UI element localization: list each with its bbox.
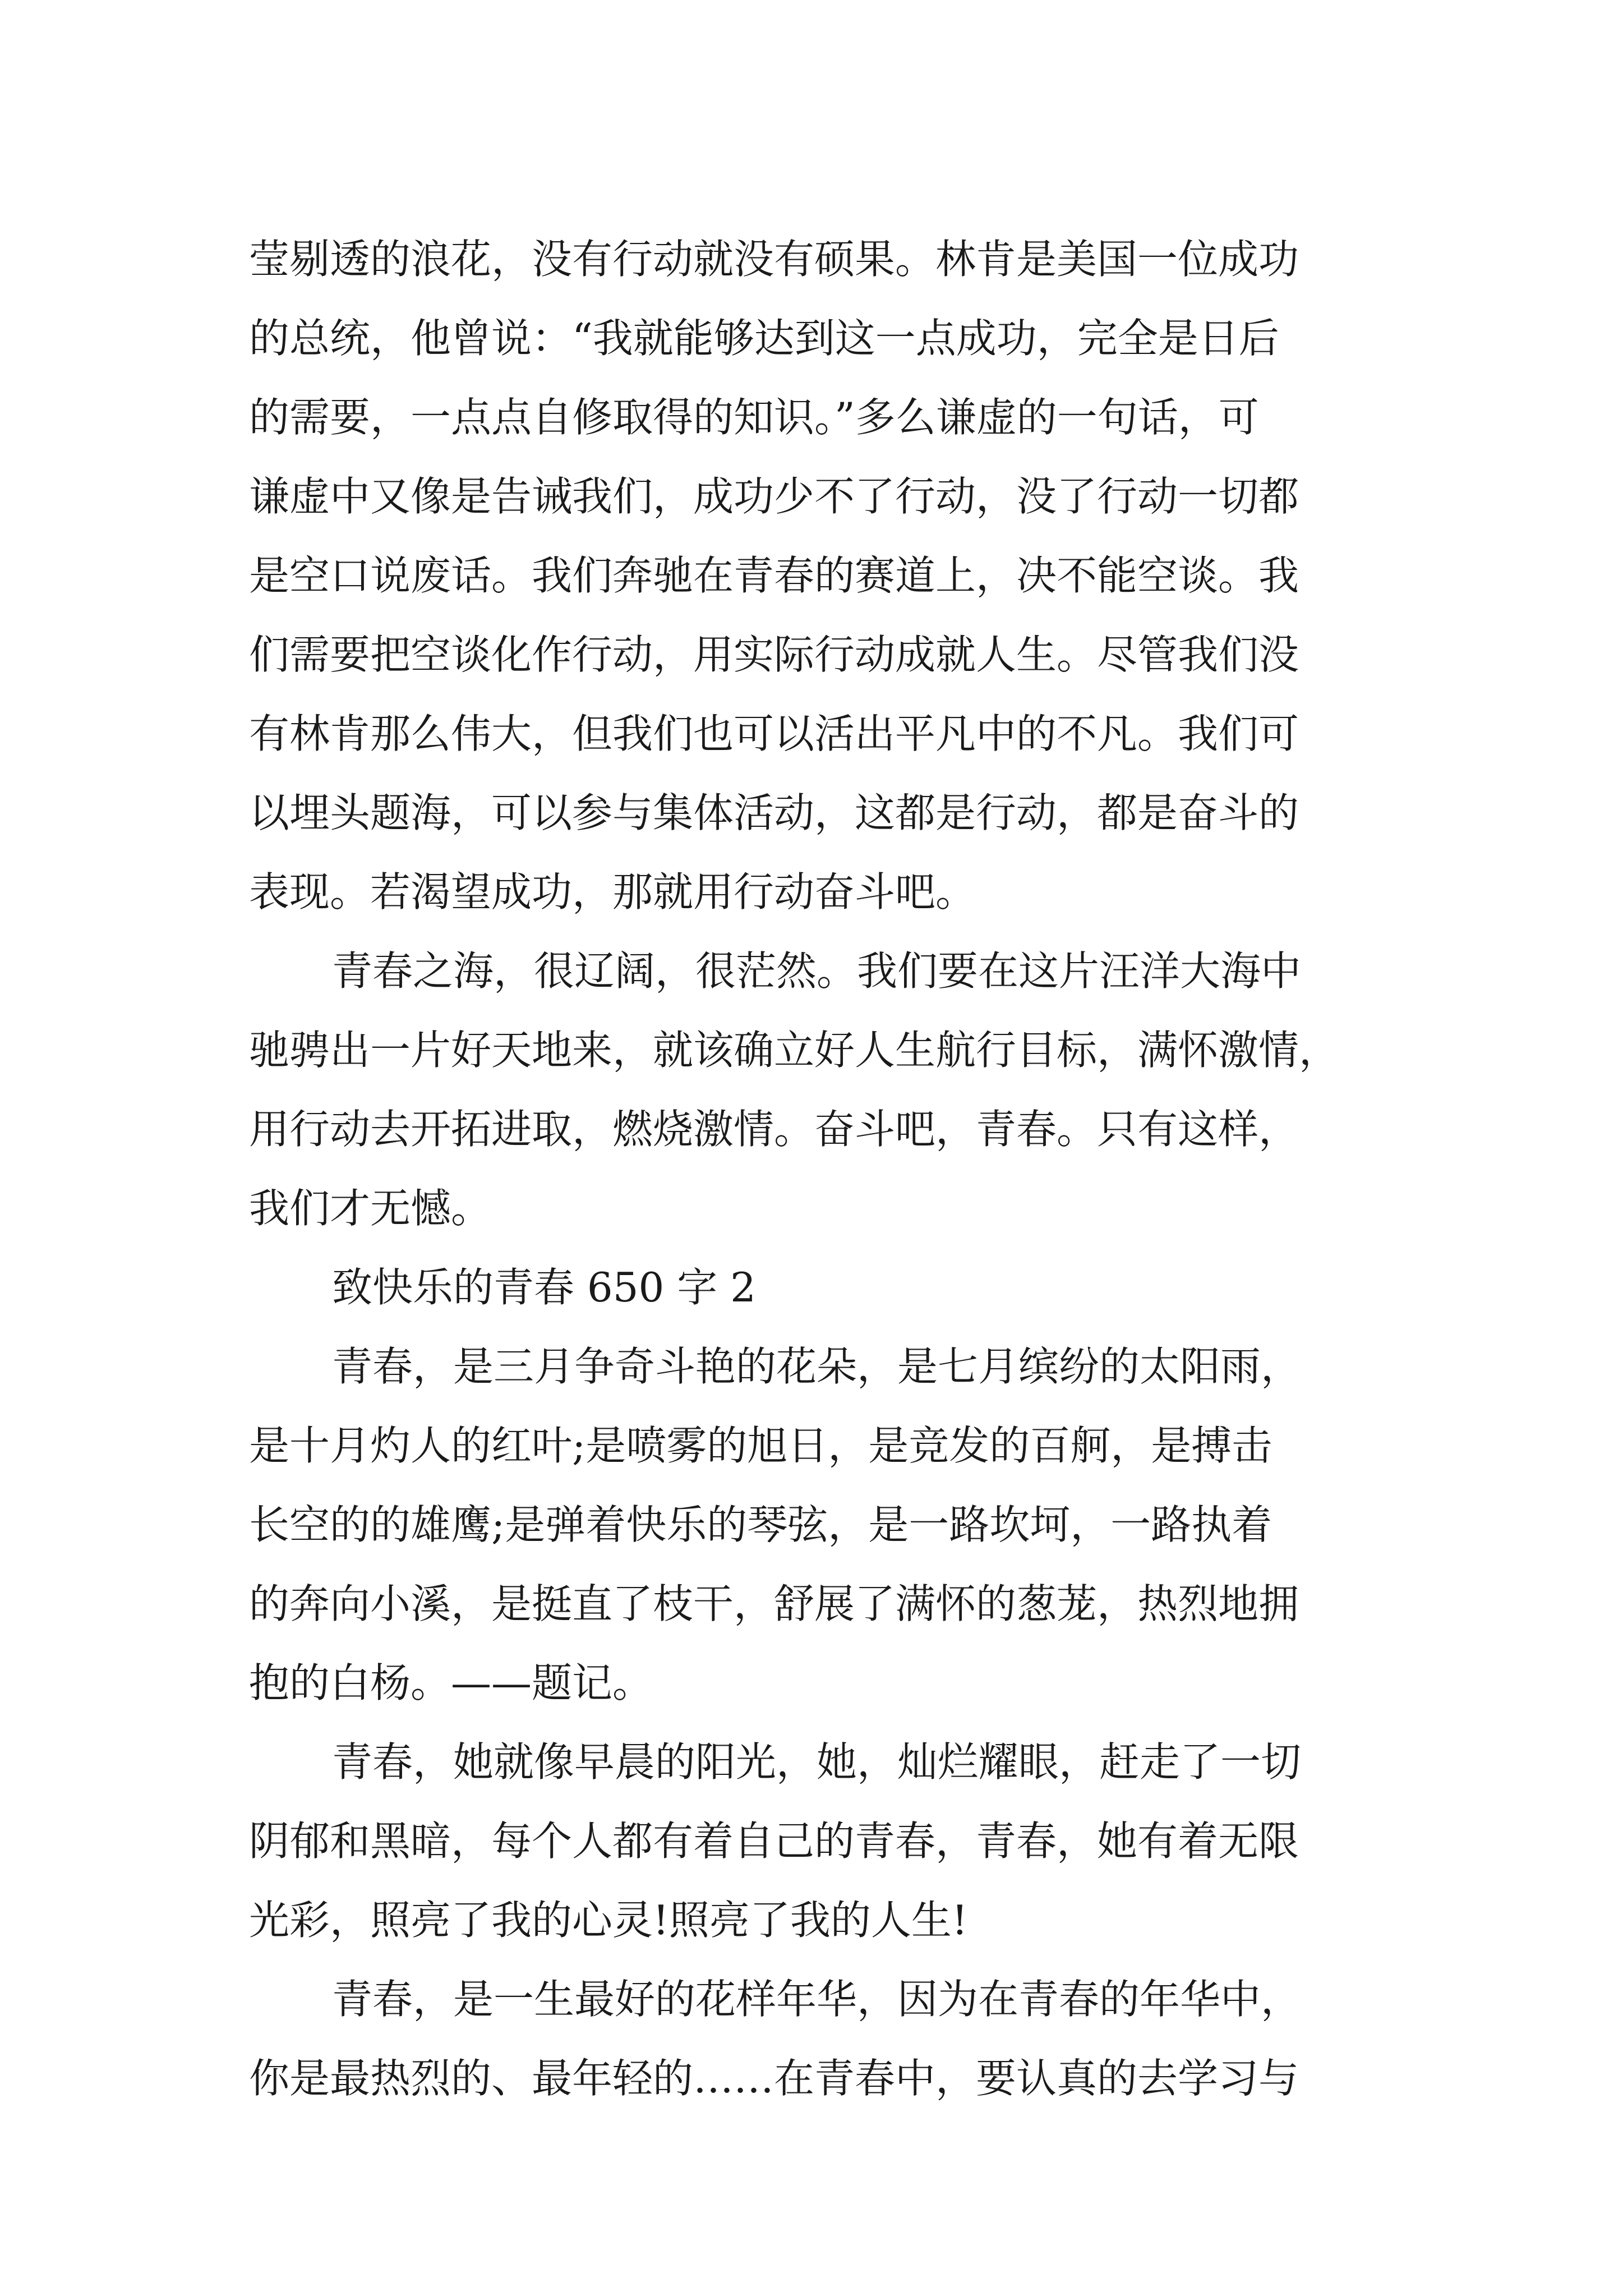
body-text bbox=[249, 220, 1387, 2118]
section-heading bbox=[249, 1248, 1387, 1327]
text-line: 是十月灼人的红叶;是喷雾的旭日，是竞发的百舸，是搏击 bbox=[249, 1422, 1272, 1469]
text-line: 莹剔透的浪花，没有行动就没有硕果。林肯是美国一位成功 bbox=[249, 236, 1299, 283]
text-line: 阴郁和黑暗，每个人都有着自己的青春，青春，她有着无限 bbox=[249, 1818, 1299, 1865]
text-line: 们需要把空谈化作行动，用实际行动成就人生。尽管我们没 bbox=[249, 631, 1299, 678]
text-line: 的总统，他曾说：“我就能够达到这一点成功，完全是日后 bbox=[249, 315, 1279, 362]
paragraph bbox=[249, 1960, 1387, 2118]
paragraph bbox=[249, 1327, 1387, 1723]
paragraph bbox=[249, 220, 1387, 932]
text-line: 光彩，照亮了我的心灵!照亮了我的人生! bbox=[249, 1897, 968, 1944]
text-line: 长空的的雄鹰;是弹着快乐的琴弦，是一路坎坷，一路执着 bbox=[249, 1501, 1272, 1548]
text-line: 你是最热烈的、最年轻的……在青春中，要认真的去学习与 bbox=[249, 2055, 1299, 2102]
text-line: 我们才无憾。 bbox=[249, 1185, 492, 1232]
text-line: 的奔向小溪，是挺直了枝干，舒展了满怀的葱茏，热烈地拥 bbox=[249, 1580, 1299, 1627]
text-line: 青春之海，很辽阔，很茫然。我们要在这片汪洋大海中 bbox=[332, 947, 1302, 995]
text-line: 谦虚中又像是告诫我们，成功少不了行动，没了行动一切都 bbox=[249, 473, 1299, 520]
paragraph bbox=[249, 1723, 1387, 1960]
heading-line: 致快乐的青春 650 字 2 bbox=[332, 1264, 756, 1311]
text-line: 的需要，一点点自修取得的知识。”多么谦虚的一句话，可 bbox=[249, 394, 1259, 441]
text-line: 青春，是一生最好的花样年华，因为在青春的年华中， bbox=[332, 1976, 1302, 2023]
text-line: 抱的白杨。——题记。 bbox=[249, 1659, 653, 1706]
text-line: 有林肯那么伟大，但我们也可以活出平凡中的不凡。我们可 bbox=[249, 710, 1299, 757]
text-line: 以埋头题海，可以参与集体活动，这都是行动，都是奋斗的 bbox=[249, 789, 1299, 836]
text-line: 青春，她就像早晨的阳光，她，灿烂耀眼，赶走了一切 bbox=[332, 1738, 1302, 1786]
text-line: 是空口说废话。我们奔驰在青春的赛道上，决不能空谈。我 bbox=[249, 552, 1299, 599]
text-line: 青春，是三月争奇斗艳的花朵，是七月缤纷的太阳雨， bbox=[332, 1343, 1302, 1390]
paragraph bbox=[249, 932, 1387, 1248]
text-line: 表现。若渴望成功，那就用行动奋斗吧。 bbox=[249, 868, 976, 915]
text-line: 驰骋出一片好天地来，就该确立好人生航行目标，满怀激情， bbox=[249, 1027, 1340, 1074]
text-line: 用行动去开拓进取，燃烧激情。奋斗吧，青春。只有这样， bbox=[249, 1106, 1299, 1153]
